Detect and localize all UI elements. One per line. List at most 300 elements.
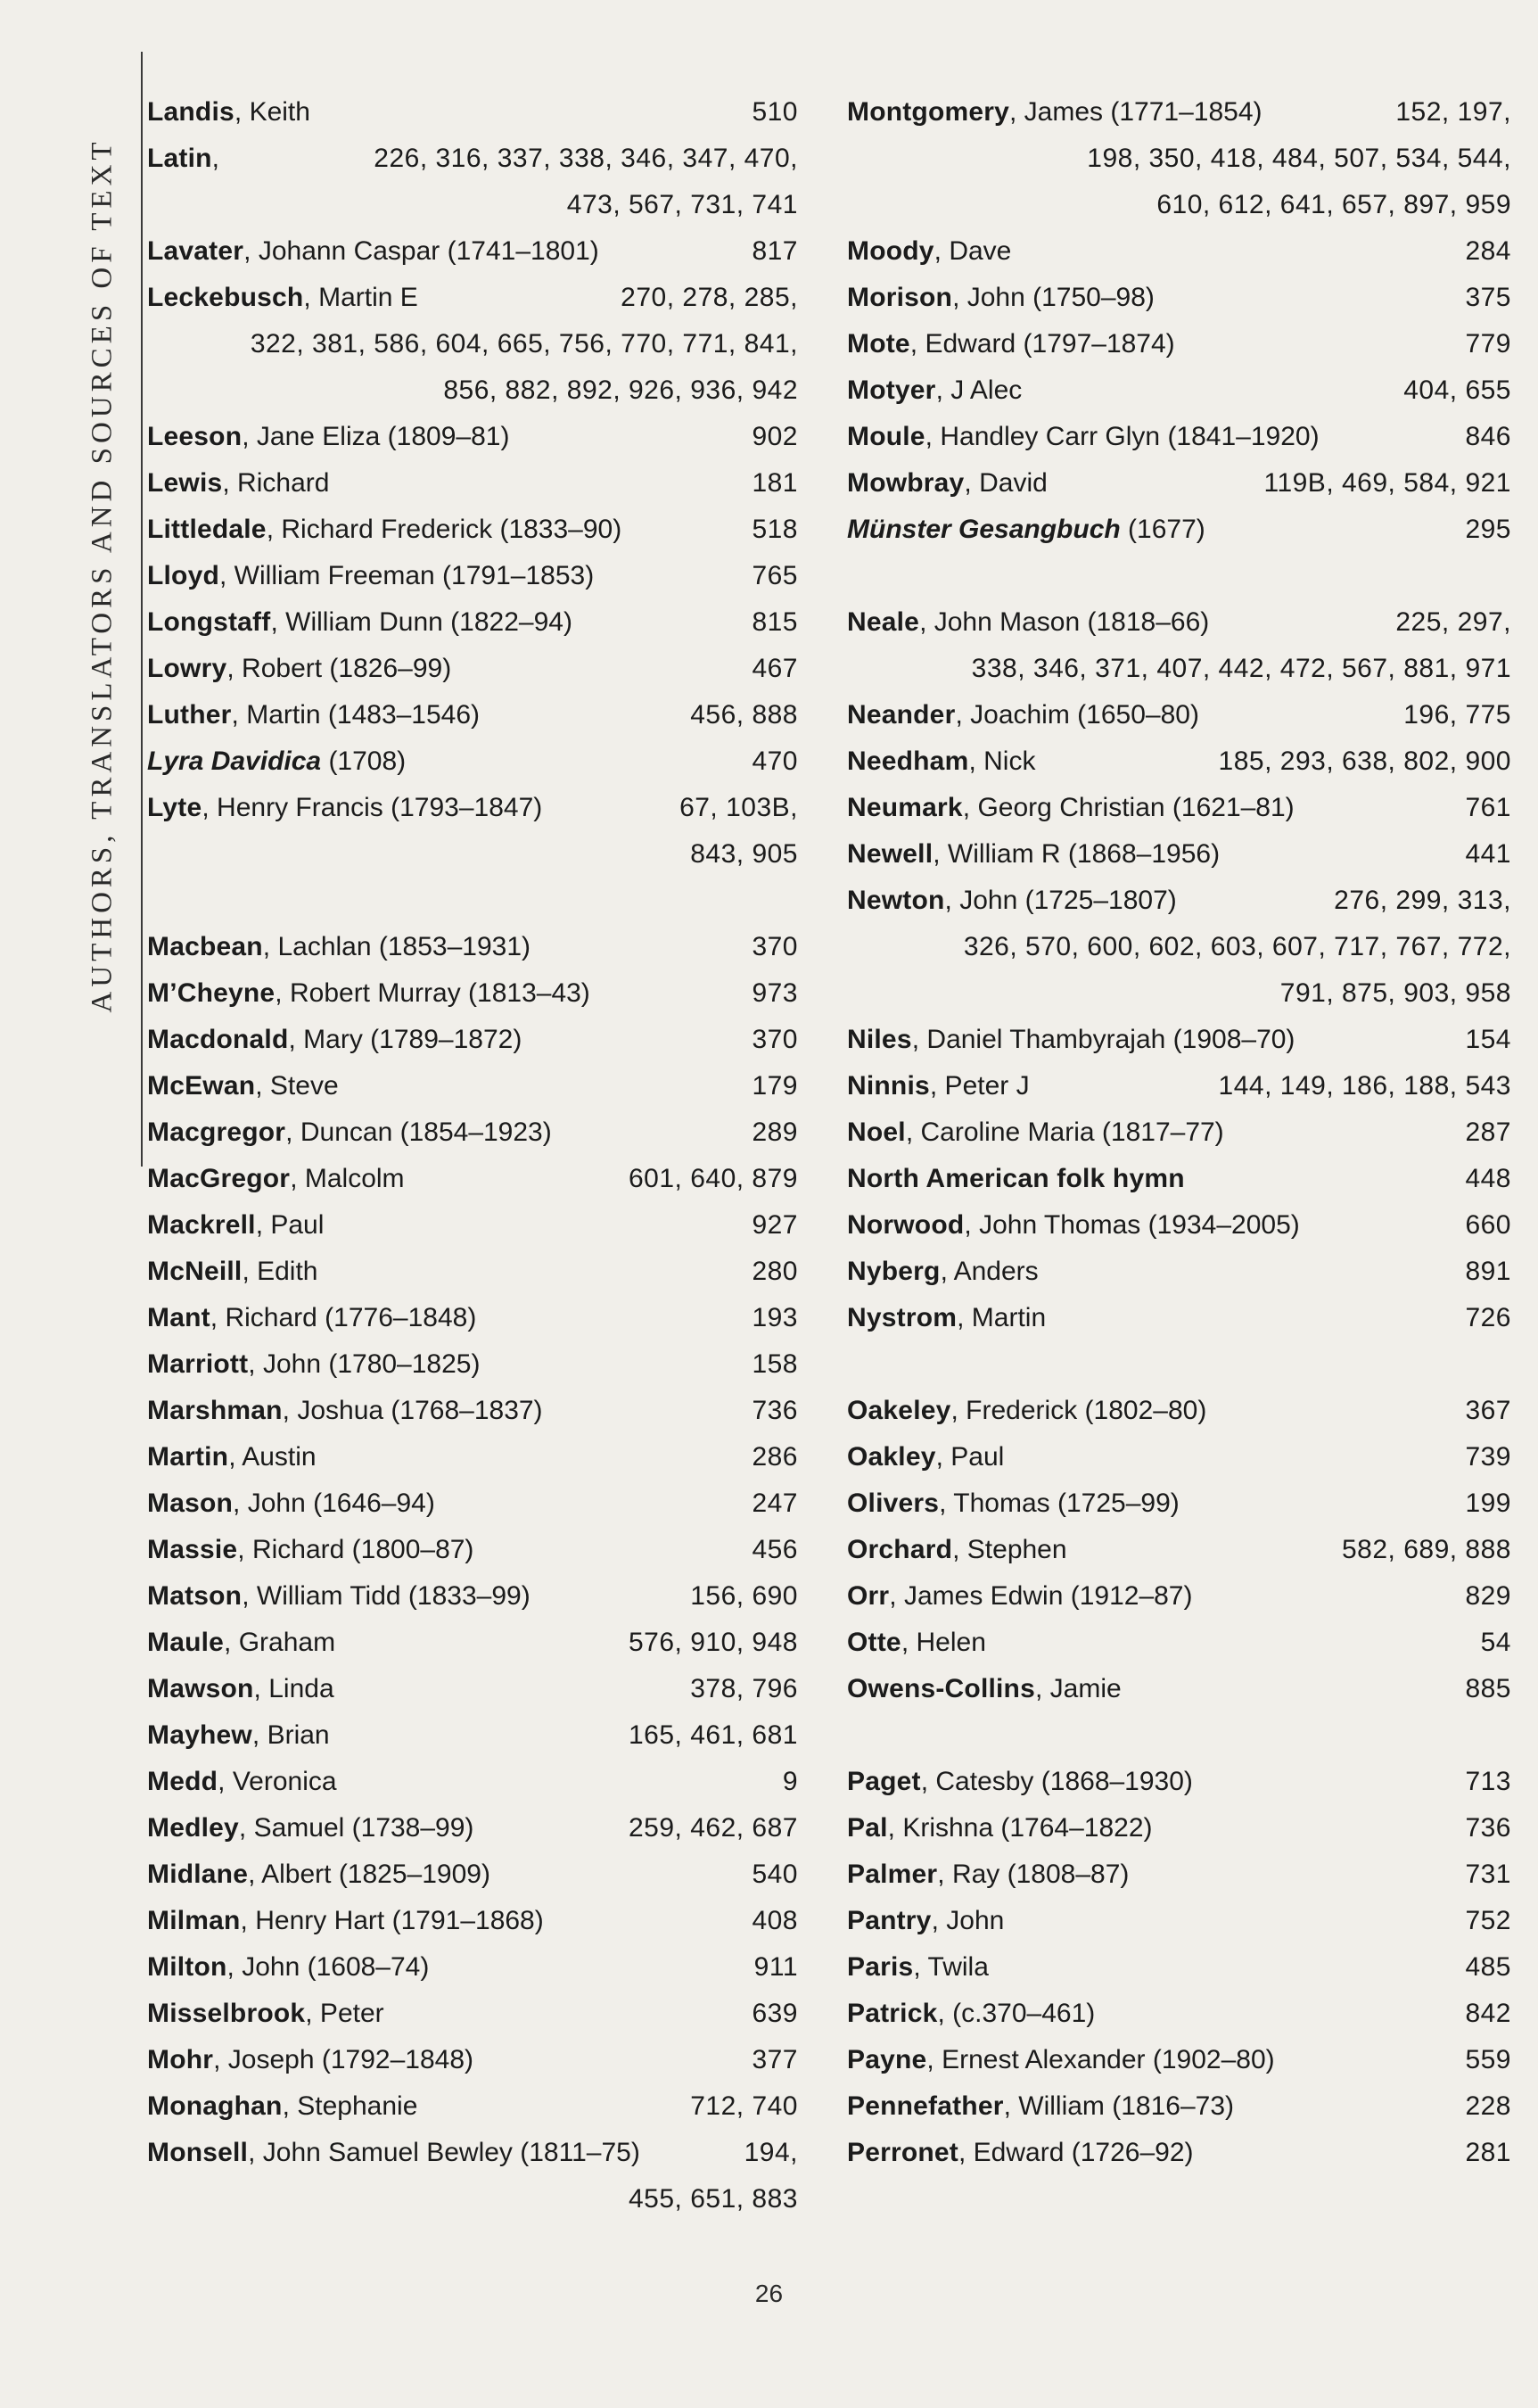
index-entry [147,970,798,1017]
index-entry [847,2130,1511,2176]
entry-name [147,414,509,460]
entry-separator: , [218,1767,226,1796]
entry-hymn-numbers: 156, 690 [690,1581,798,1611]
entry-separator: , [955,700,963,730]
entry-name [147,970,590,1017]
entry-name [147,1944,429,1991]
entry-detail: Linda [260,1674,334,1703]
index-entry [147,1898,798,1944]
entry-detail: Edith [249,1257,318,1286]
entry-hymn-numbers: 779 [1465,329,1511,359]
index-entry [147,1480,798,1527]
entry-surname: Mote [847,329,910,359]
index-entry [847,89,1511,136]
index-entry [847,460,1511,507]
entry-detail: John [938,1906,1005,1935]
entry-hymn-numbers: 817 [752,236,798,266]
entry-separator: , [911,1025,920,1054]
entry-separator: , [931,1906,939,1935]
entry-separator: , [925,422,933,451]
index-entry [147,1944,798,1991]
entry-separator: , [233,1489,241,1518]
entry-surname: Owens-Collins [847,1674,1035,1703]
entry-surname: Needham [847,746,969,776]
entry-hymn-numbers: 247 [752,1489,798,1518]
entry-surname: Monsell [147,2138,249,2167]
entry-detail: John (1780–1825) [255,1349,481,1379]
entry-separator: , [1034,1674,1043,1703]
entry-separator: , [222,468,230,498]
entry-name [847,2037,1275,2083]
entry-name [147,924,530,970]
section-gap [847,553,1511,599]
entry-surname: Newton [847,886,945,915]
entry-detail: Mary (1789–1872) [295,1025,522,1054]
entry-separator: , [211,144,220,173]
entry-name [147,1527,473,1573]
index-entry [147,2037,798,2083]
index-column-left [147,89,798,2222]
index-entry [847,1944,1511,1991]
entry-name [847,785,1295,831]
entry-surname: Newell [847,839,933,869]
entry-separator: , [234,97,243,127]
entry-hymn-numbers: 152, 197, [1395,97,1511,127]
entry-name [847,1295,1046,1341]
entry-separator: , [1003,2091,1011,2121]
entry-detail: Nick [975,746,1036,776]
entry-detail: Daniel Thambyrajah (1908–70) [919,1025,1295,1054]
entry-separator: , [285,1117,293,1147]
entry-surname: Morison [847,283,953,312]
entry-hymn-numbers: 761 [1465,793,1511,822]
entry-separator: , [933,236,942,266]
section-gap [847,1341,1511,1388]
index-entry [147,692,798,738]
entry-surname: Luther [147,700,232,730]
index-entry [147,414,798,460]
entry-hymn-numbers: 902 [752,422,798,451]
entry-surname: Payne [847,2045,927,2074]
entry-surname: Lloyd [147,561,219,590]
entry-detail: Georg Christian (1621–81) [970,793,1295,822]
entry-surname: Pal [847,1813,888,1843]
entry-surname: Norwood [847,1210,965,1240]
entry-detail: Paul [263,1210,325,1240]
entry-source-title: Lyra Davidica [147,746,322,776]
index-entry [147,553,798,599]
entry-hymn-numbers-continued: 326, 570, 600, 602, 603, 607, 717, 767, 772, [963,932,1511,961]
entry-surname: Latin [147,144,212,173]
index-entry [147,1991,798,2037]
entry-hymn-numbers: 456, 888 [690,700,798,730]
entry-hymn-numbers: 228 [1465,2091,1511,2121]
entry-separator: , [305,1999,313,2028]
entry-detail: Frederick (1802–80) [958,1396,1207,1425]
entry-surname: Longstaff [147,607,271,637]
entry-surname: Maule [147,1628,225,1657]
entry-hymn-numbers: 367 [1465,1396,1511,1425]
index-entry [147,1388,798,1434]
entry-name [847,1434,1004,1480]
entry-hymn-numbers: 378, 796 [690,1674,798,1703]
entry-surname: Oakley [847,1442,936,1472]
entry-detail: Ernest Alexander (1902–80) [933,2045,1275,2074]
entry-name [847,1249,1039,1295]
entry-detail: William Tidd (1833–99) [249,1581,530,1611]
entry-hymn-numbers: 726 [1465,1303,1511,1332]
entry-surname: Niles [847,1025,912,1054]
entry-surname: Marriott [147,1349,249,1379]
entry-detail: Johann Caspar (1741–1801) [251,236,599,266]
entry-detail: James (1771–1854) [1016,97,1262,127]
entry-surname: Martin [147,1442,229,1472]
entry-separator: , [226,654,234,683]
index-entry [147,1666,798,1712]
index-entry [147,599,798,646]
entry-name [147,1295,476,1341]
entry-separator: , [238,1813,247,1843]
entry-surname: M’Cheyne [147,978,276,1008]
entry-hymn-numbers: 639 [752,1999,798,2028]
entry-hymn-numbers: 467 [752,654,798,683]
entry-name [847,692,1199,738]
entry-hymn-numbers: 196, 775 [1403,700,1511,730]
entry-detail: Martin (1483–1546) [238,700,481,730]
entry-detail: Jamie [1042,1674,1122,1703]
entry-name [847,507,1205,553]
entry-name [847,1527,1067,1573]
entry-name [847,1017,1295,1063]
entry-detail: John (1725–1807) [951,886,1177,915]
entry-surname: Medley [147,1813,239,1843]
entry-separator: , [913,1952,921,1982]
entry-hymn-numbers: 259, 462, 687 [628,1813,798,1843]
index-entry [847,692,1511,738]
entry-separator: , [952,283,960,312]
entry-hymn-numbers: 448 [1465,1164,1511,1193]
entry-name [847,321,1175,367]
index-entry [147,1295,798,1341]
entry-name [147,507,621,553]
entry-detail: Steve [262,1071,339,1101]
entry-surname: Milman [147,1906,241,1935]
entry-name [147,1480,435,1527]
entry-hymn-numbers: 193 [752,1303,798,1332]
entry-surname: Leeson [147,422,243,451]
entry-name [847,1666,1122,1712]
entry-separator: , [224,1628,232,1657]
entry-separator: , [255,1210,264,1240]
entry-hymn-numbers: 181 [752,468,798,498]
entry-detail: Richard [229,468,330,498]
entry-surname: Marshman [147,1396,283,1425]
entry-detail: David [971,468,1048,498]
entry-detail: Edward (1797–1874) [917,329,1175,359]
entry-name [147,1620,335,1666]
entry-separator: , [242,1257,250,1286]
entry-surname: Massie [147,1535,238,1564]
index-entry [847,1759,1511,1805]
entry-hymn-numbers: 226, 316, 337, 338, 346, 347, 470, [374,144,798,173]
entry-detail: Martin E [310,283,418,312]
index-entry [147,1573,798,1620]
entry-separator: , [240,1906,248,1935]
index-entry [847,1805,1511,1851]
entry-source-title: Münster Gesangbuch [847,515,1121,544]
entry-surname: Paris [847,1952,914,1982]
entry-name [147,1341,480,1388]
entry-separator: , [940,1257,948,1286]
entry-detail: John (1750–98) [959,283,1155,312]
index-entry [847,1017,1511,1063]
section-gap [847,1712,1511,1759]
entry-separator: , [939,1489,947,1518]
entry-hymn-numbers: 165, 461, 681 [628,1720,798,1750]
entry-surname: Mackrell [147,1210,256,1240]
entry-separator: , [935,375,943,405]
entry-separator: , [905,1117,914,1147]
entry-hymn-numbers-continued: 856, 882, 892, 926, 936, 942 [443,375,798,405]
entry-name [847,1805,1153,1851]
entry-detail: Keith [242,97,310,127]
entry-separator: , [243,236,251,266]
entry-hymn-numbers: 731 [1465,1860,1511,1889]
entry-separator: , [282,2091,290,2121]
entry-separator: , [929,1071,938,1101]
entry-hymn-numbers: 518 [752,515,798,544]
index-entry [847,831,1511,878]
entry-hymn-numbers: 540 [752,1860,798,1889]
entry-name [147,2037,473,2083]
entry-detail: Richard (1800–87) [244,1535,474,1564]
entry-name [147,1388,543,1434]
entry-surname: Mowbray [847,468,965,498]
entry-name [847,1944,989,1991]
entry-name [847,89,1262,136]
entry-detail: Jane Eliza (1809–81) [249,422,510,451]
index-entry [847,1109,1511,1156]
entry-name [147,646,451,692]
entry-hymn-numbers: 927 [752,1210,798,1240]
entry-hymn-numbers: 712, 740 [690,2091,798,2121]
entry-hymn-numbers-continued: 473, 567, 731, 741 [566,190,798,219]
entry-separator: , [242,422,250,451]
entry-detail: Robert Murray (1813–43) [282,978,590,1008]
entry-hymn-numbers: 276, 299, 313, [1334,886,1511,915]
index-entry [847,321,1511,367]
entry-name [147,275,418,321]
index-entry [847,414,1511,460]
index-entry [847,1480,1511,1527]
entry-separator: , [968,746,976,776]
entry-separator: , [210,1303,218,1332]
entry-hymn-numbers: 144, 149, 186, 188, 543 [1218,1071,1511,1101]
entry-detail: (1708) [321,746,407,776]
entry-hymn-numbers: 370 [752,1025,798,1054]
entry-hymn-numbers: 891 [1465,1257,1511,1286]
entry-detail: (c.370–461) [944,1999,1096,2028]
index-entry [847,1991,1511,2037]
entry-hymn-numbers: 510 [752,97,798,127]
entry-separator: , [266,515,275,544]
entry-separator: , [952,1535,960,1564]
entry-detail: John Mason (1818–66) [926,607,1210,637]
entry-separator: , [219,561,227,590]
entry-hymn-numbers: 194, [744,2138,798,2167]
index-entry [147,136,798,182]
index-entry [147,89,798,136]
entry-separator: , [964,468,972,498]
entry-separator: , [270,607,278,637]
side-title [71,49,134,1101]
entry-name [147,1991,384,2037]
entry-surname: Macdonald [147,1025,289,1054]
index-entry [147,646,798,692]
index-entry [847,1573,1511,1620]
page-number: 26 [754,2280,784,2307]
entry-separator: , [303,283,311,312]
index-column-right [847,89,1511,2176]
entry-separator: , [248,1860,256,1889]
index-entry [147,1017,798,1063]
index-entry [847,1851,1511,1898]
entry-detail: Henry Hart (1791–1868) [247,1906,544,1935]
entry-hymn-numbers: 284 [1465,236,1511,266]
entry-hymn-numbers: 973 [752,978,798,1008]
entry-hymn-numbers: 295 [1465,515,1511,544]
index-entry [847,1388,1511,1434]
entry-separator: , [937,1860,945,1889]
index-entry [147,1202,798,1249]
entry-separator: , [957,1303,965,1332]
index-entry [147,1156,798,1202]
entry-surname: Moule [847,422,925,451]
entry-name [147,785,542,831]
entry-separator: , [933,839,941,869]
entry-surname: Pennefather [847,2091,1004,2121]
entry-hymn-numbers-continued: 843, 905 [690,839,798,869]
entry-name [147,2130,640,2176]
entry-separator: , [248,1349,256,1379]
entry-hymn-numbers: 225, 297, [1395,607,1511,637]
index-entry [147,738,798,785]
entry-detail: Austin [235,1442,317,1472]
entry-hymn-numbers: 179 [752,1071,798,1101]
entry-surname: Montgomery [847,97,1009,127]
index-entry [847,1666,1511,1712]
entry-detail: Samuel (1738–99) [246,1813,474,1843]
entry-name [147,1249,318,1295]
index-entry [147,1341,798,1388]
entry-name [847,599,1209,646]
entry-separator: , [242,1581,250,1611]
entry-separator: , [958,2138,966,2167]
entry-separator: , [251,1720,260,1750]
entry-detail: Duncan (1854–1923) [292,1117,552,1147]
entry-hymn-numbers: 185, 293, 638, 802, 900 [1218,746,1511,776]
index-entry [847,1527,1511,1573]
entry-hymn-numbers: 582, 689, 888 [1341,1535,1511,1564]
entry-name [147,89,310,136]
entry-name [847,831,1220,878]
entry-hymn-numbers: 485 [1465,1952,1511,1982]
entry-surname: Medd [147,1767,218,1796]
entry-hymn-numbers-continued: 455, 651, 883 [628,2184,798,2214]
entry-surname: Lavater [147,236,244,266]
entry-detail: Lachlan (1853–1931) [270,932,531,961]
entry-detail: William (1816–73) [1010,2091,1235,2121]
entry-surname: Oakeley [847,1396,951,1425]
entry-name [847,1202,1300,1249]
entry-surname: Patrick [847,1999,938,2028]
entry-name [147,1759,337,1805]
entry-name [147,1017,522,1063]
entry-separator: , [887,1813,895,1843]
entry-name [147,228,599,275]
index-entry [847,2083,1511,2130]
entry-name [847,738,1035,785]
entry-hymn-numbers: 765 [752,561,798,590]
entry-surname: Nystrom [847,1303,958,1332]
entry-separator: , [944,886,952,915]
entry-separator: , [237,1535,245,1564]
entry-name [147,1156,405,1202]
entry-detail: Henry Francis (1793–1847) [209,793,543,822]
index-entry [847,1295,1511,1341]
entry-detail: Joshua (1768–1837) [290,1396,543,1425]
entry-detail: Krishna (1764–1822) [894,1813,1153,1843]
entry-separator: , [926,2045,934,2074]
index-entry [847,1249,1511,1295]
entry-hymn-numbers: 713 [1465,1767,1511,1796]
entry-surname: Lewis [147,468,223,498]
entry-separator: , [253,1674,261,1703]
index-entry [147,2130,798,2176]
entry-name [147,1573,530,1620]
entry-surname: Neander [847,700,956,730]
entry-separator: , [288,1025,296,1054]
index-entry [847,1620,1511,1666]
index-entry [147,1759,798,1805]
entry-name [847,275,1155,321]
entry-hymn-numbers: 470 [752,746,798,776]
entry-separator: , [937,1999,945,2028]
entry-name [847,2130,1194,2176]
entry-name [147,738,406,785]
index-entry [847,1898,1511,1944]
entry-name [147,599,572,646]
index-entry [147,228,798,275]
index-entry [847,507,1511,553]
entry-hymn-numbers: 281 [1465,2138,1511,2167]
entry-detail: Richard Frederick (1833–90) [274,515,622,544]
entry-name [147,136,219,182]
entry-separator: , [290,1164,298,1193]
entry-hymn-numbers: 441 [1465,839,1511,869]
entry-detail: John (1608–74) [234,1952,430,1982]
entry-separator: , [889,1581,897,1611]
index-entry [147,2083,798,2130]
side-rule-divider [141,52,143,1167]
index-entry [847,1434,1511,1480]
entry-surname: Motyer [847,375,936,405]
index-entry [147,1805,798,1851]
entry-surname: Orr [847,1581,890,1611]
entry-detail: Peter J [937,1071,1030,1101]
index-entry [147,1063,798,1109]
entry-hymn-numbers: 739 [1465,1442,1511,1472]
